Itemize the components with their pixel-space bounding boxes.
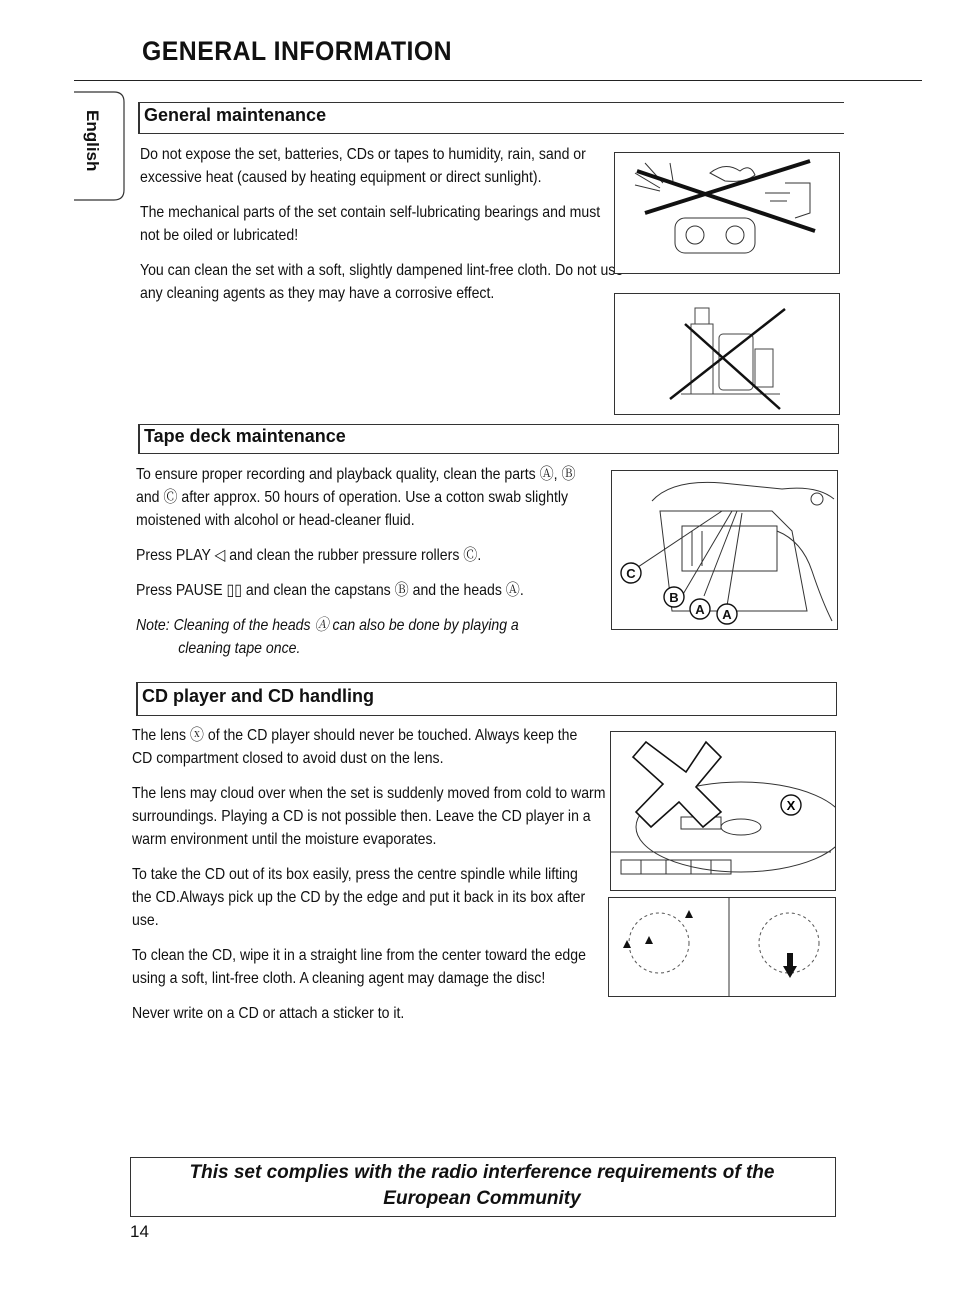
general-maintenance-text [140,143,624,317]
tape-deck-text [136,463,594,660]
cd-p1: The lens ⓧ of the CD player should never be touched. Always keep the CD compartment closed to avoid dust on the lens. [132,727,578,767]
cd-handling-heading: CD player and CD handling [142,686,375,706]
general-maintenance-header [138,102,844,134]
cd-p5: Never write on a CD or attach a sticker to it. [132,1005,405,1022]
tape-label-a1: A [695,602,705,617]
page-title: GENERAL INFORMATION [142,36,453,66]
general-maintenance-heading: General maintenance [144,105,327,125]
no-cleaning-agents-illustration [614,293,840,415]
cd-handling-header [136,682,837,716]
general-p2: The mechanical parts of the set contain self-lubricating bearings and must not be oiled or lubricated! [140,204,601,244]
cd-p3: To take the CD out of its box easily, press the centre spindle while lifting the CD.Always pick up the CD by the edge and put it back in its box after use. [132,866,586,929]
tape-deck-heading: Tape deck maintenance [144,426,346,446]
general-p3: You can clean the set with a soft, slightly dampened lint-free cloth. Do not use any cleaning agents as they may have a corrosive effect. [140,262,624,302]
page-number: 14 [130,1222,149,1241]
general-p1: Do not expose the set, batteries, CDs or tapes to humidity, rain, sand or excessive heat (caused by heating equipment or direct sunlight). [140,146,586,186]
tape-label-a2: A [722,607,732,622]
tape-note-line1: Note: Cleaning of the heads Ⓐ can also be done by playing a [136,617,519,634]
tape-p3: Press PAUSE ▯▯ and clean the capstans Ⓑ and the heads Ⓐ. [136,582,524,599]
cd-label-x: X [786,798,796,813]
tape-p2: Press PLAY ◁ and clean the rubber pressure rollers Ⓒ. [136,547,482,564]
cd-lens-illustration [610,731,836,891]
compliance-line-2: European Community [383,1188,581,1209]
tape-deck-illustration [611,470,838,630]
tape-note-line2: cleaning tape once. [178,640,301,657]
tape-label-c: C [626,566,636,581]
tape-p1: To ensure proper recording and playback quality, clean the parts Ⓐ, Ⓑ and Ⓒ after approx. 50 hours of operation. Use a cotton swab slightly moistened with alcohol or head-cleaner fluid. [136,466,576,529]
tape-label-b: B [669,590,679,605]
cd-p2: The lens may cloud over when the set is suddenly moved from cold to warm surroundings. Playing a CD is not possible then. Leave the CD player in a warm environment until the moisture evaporates. [132,785,606,848]
cd-p4: To clean the CD, wipe it in a straight line from the center toward the edge using a soft, lint-free cloth. A cleaning agent may damage the disc! [132,947,586,987]
no-heat-illustration [614,152,840,274]
language-tab-label: English [83,110,102,172]
cd-handling-text [132,724,607,1037]
title-rule [74,80,922,81]
tape-deck-header [138,424,839,454]
compliance-statement [130,1160,834,1212]
compliance-line-1: This set complies with the radio interference requirements of the [189,1162,775,1183]
cd-removal-illustration [608,897,836,997]
